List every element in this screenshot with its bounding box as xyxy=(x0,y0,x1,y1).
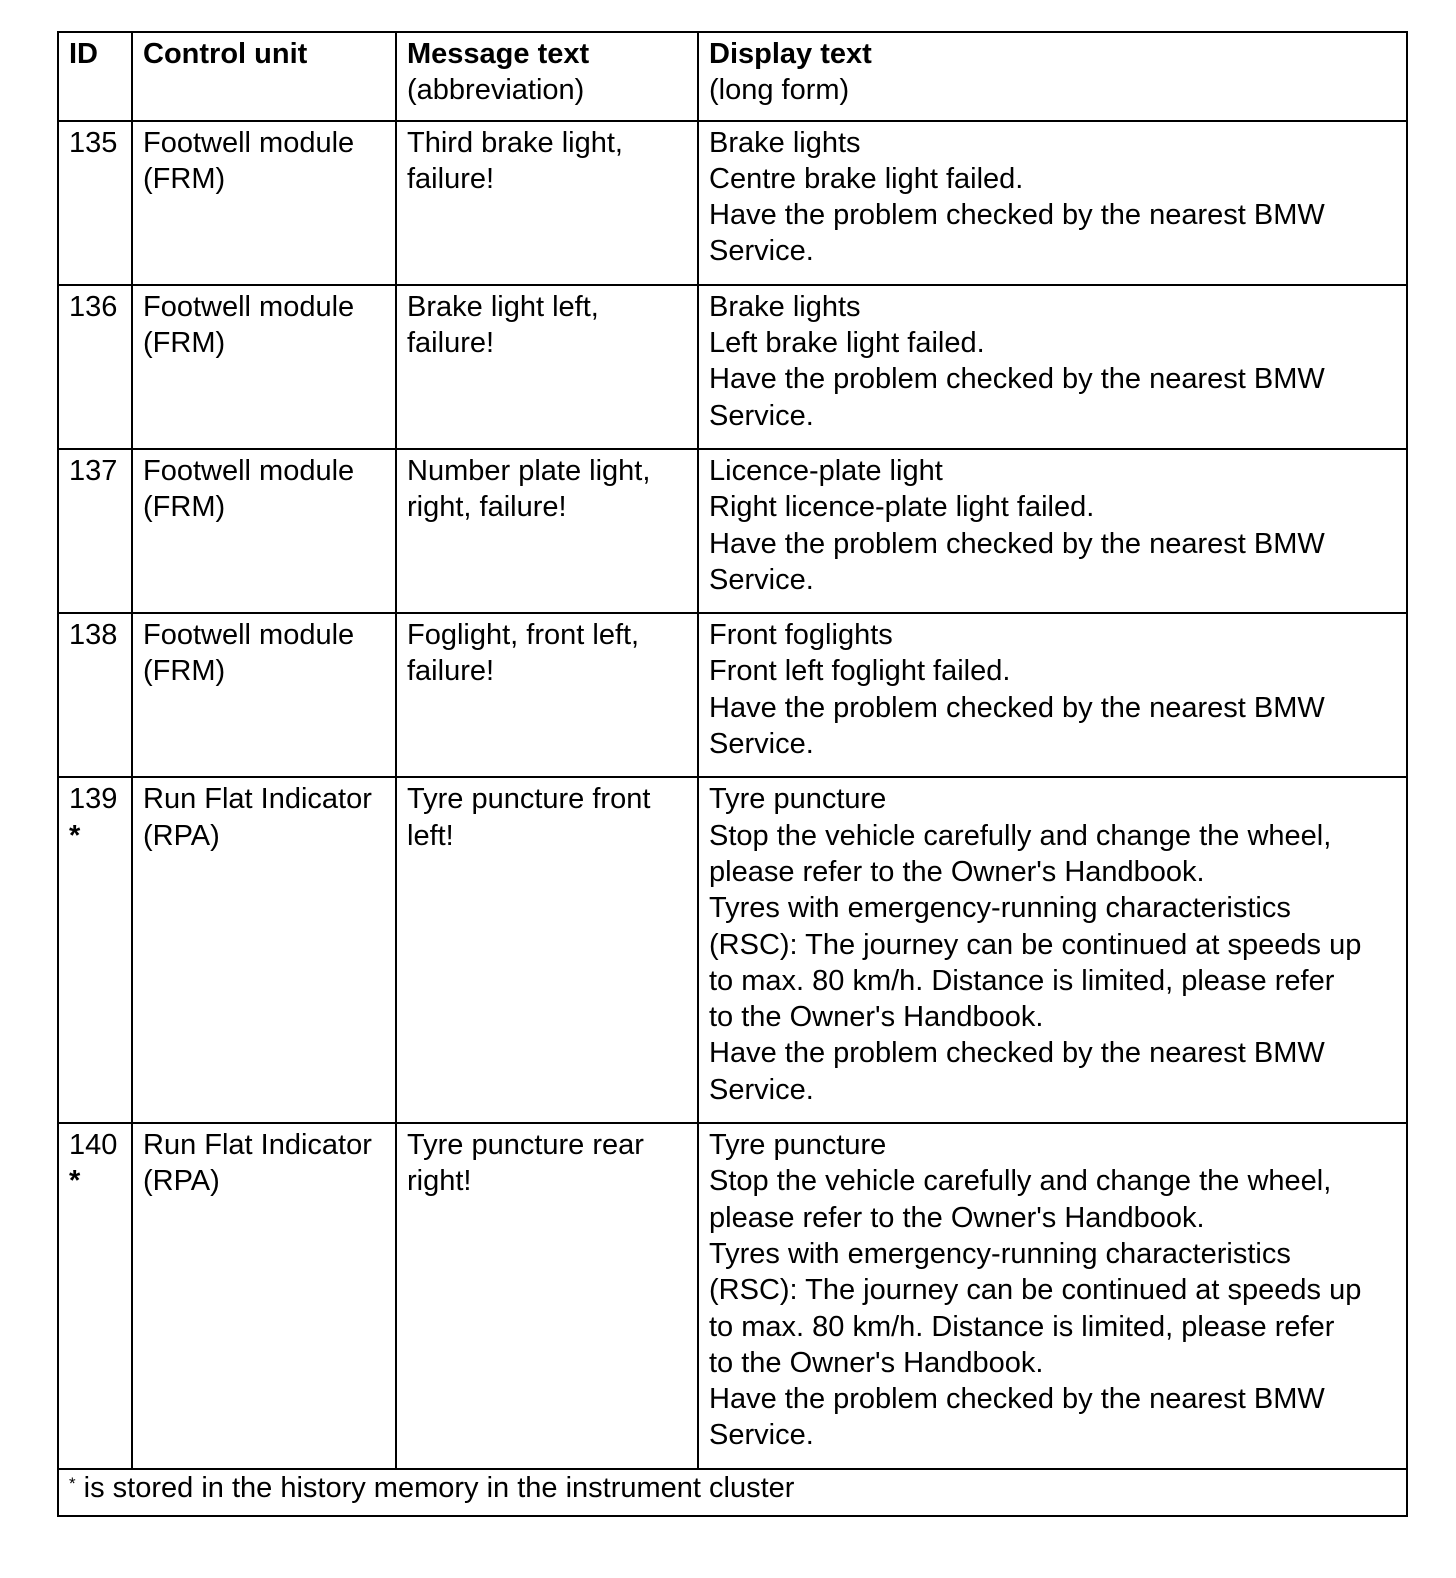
table-row xyxy=(58,449,1407,613)
row-id: 139 xyxy=(69,783,118,816)
cell-control-unit xyxy=(132,285,396,449)
cell-id xyxy=(58,121,132,285)
message-text-line: failure! xyxy=(407,162,495,195)
display-text-line: Have the problem checked by the nearest BMW xyxy=(709,1037,1325,1070)
display-text-line: Tyre puncture xyxy=(709,1129,887,1162)
cell-control-unit xyxy=(132,449,396,613)
table-row xyxy=(58,285,1407,449)
table-row xyxy=(58,613,1407,777)
display-text-line: Service. xyxy=(709,235,814,268)
cell-display-text xyxy=(698,449,1407,613)
control-unit-line: (FRM) xyxy=(143,491,226,524)
display-text-line: to the Owner's Handbook. xyxy=(709,1346,1044,1379)
display-text-line: Right licence-plate light failed. xyxy=(709,491,1095,524)
control-unit-line: (FRM) xyxy=(143,162,226,195)
row-id: 135 xyxy=(69,126,118,159)
table-row xyxy=(58,777,1407,1123)
footnote-mark: * xyxy=(69,1473,76,1493)
display-text-line: to max. 80 km/h. Distance is limited, please refer xyxy=(709,964,1335,997)
footnote-cell xyxy=(58,1469,1407,1516)
cell-control-unit xyxy=(132,613,396,777)
display-text-line: Licence-plate light xyxy=(709,454,943,487)
display-text-line: to max. 80 km/h. Distance is limited, please refer xyxy=(709,1310,1335,1343)
control-unit-line: (FRM) xyxy=(143,327,226,360)
cell-message-text xyxy=(396,285,698,449)
display-text-line: Centre brake light failed. xyxy=(709,162,1024,195)
display-text-line: Have the problem checked by the nearest BMW xyxy=(709,1383,1325,1416)
header-display-text xyxy=(698,32,1407,121)
display-text-line: Have the problem checked by the nearest BMW xyxy=(709,691,1325,724)
cell-display-text xyxy=(698,613,1407,777)
cell-id xyxy=(58,1123,132,1469)
cell-id xyxy=(58,613,132,777)
display-text-line: please refer to the Owner's Handbook. xyxy=(709,1201,1205,1234)
cell-display-text xyxy=(698,777,1407,1123)
cell-message-text xyxy=(396,777,698,1123)
display-text-line: Tyre puncture xyxy=(709,783,887,816)
table-row xyxy=(58,1123,1407,1469)
display-text-line: Service. xyxy=(709,728,814,761)
history-marker: * xyxy=(69,1165,81,1198)
footnote-text: is stored in the history memory in the instrument cluster xyxy=(75,1471,795,1504)
display-text-line: Service. xyxy=(709,563,814,596)
message-text-line: right! xyxy=(407,1165,472,1198)
display-text-line: please refer to the Owner's Handbook. xyxy=(709,855,1205,888)
message-text-line: failure! xyxy=(407,327,495,360)
header-control-unit xyxy=(132,32,396,121)
header-message-text xyxy=(396,32,698,121)
cell-message-text xyxy=(396,1123,698,1469)
display-text-line: Have the problem checked by the nearest BMW xyxy=(709,527,1325,560)
row-id: 140 xyxy=(69,1129,118,1162)
table-row xyxy=(58,121,1407,285)
display-text-line: Left brake light failed. xyxy=(709,327,985,360)
header-id-label: ID xyxy=(69,38,98,70)
message-text-line: failure! xyxy=(407,655,495,688)
cell-message-text xyxy=(396,121,698,285)
message-text-line: left! xyxy=(407,819,454,852)
cell-message-text xyxy=(396,613,698,777)
display-text-line: Tyres with emergency-running characteristics xyxy=(709,892,1291,925)
display-text-line: Brake lights xyxy=(709,126,861,159)
cell-message-text xyxy=(396,449,698,613)
cell-id xyxy=(58,449,132,613)
header-display-text-label: Display text xyxy=(709,38,872,70)
row-id: 138 xyxy=(69,619,118,652)
header-message-text-label: Message text xyxy=(407,38,590,70)
cell-display-text xyxy=(698,285,1407,449)
display-text-line: (RSC): The journey can be continued at speeds up xyxy=(709,1274,1362,1307)
control-unit-line: Footwell module xyxy=(143,126,355,159)
cell-id xyxy=(58,777,132,1123)
header-id xyxy=(58,32,132,121)
cell-id xyxy=(58,285,132,449)
display-text-line: Service. xyxy=(709,399,814,432)
display-text-line: Front foglights xyxy=(709,619,893,652)
message-text-line: Tyre puncture rear xyxy=(407,1129,644,1162)
display-text-line: Have the problem checked by the nearest BMW xyxy=(709,363,1325,396)
header-control-unit-label: Control unit xyxy=(143,38,308,70)
control-unit-line: (RPA) xyxy=(143,1165,220,1198)
history-marker: * xyxy=(69,819,81,852)
control-unit-line: Run Flat Indicator xyxy=(143,1129,372,1162)
display-text-line: Stop the vehicle carefully and change the wheel, xyxy=(709,819,1332,852)
cell-control-unit xyxy=(132,1123,396,1469)
header-display-text-sublabel: (long form) xyxy=(709,74,850,107)
control-unit-line: (FRM) xyxy=(143,655,226,688)
message-text-line: Brake light left, xyxy=(407,290,599,323)
table-body xyxy=(58,121,1407,1469)
control-unit-line: Run Flat Indicator xyxy=(143,783,372,816)
cell-display-text xyxy=(698,121,1407,285)
display-text-line: Service. xyxy=(709,1419,814,1452)
control-unit-line: Footwell module xyxy=(143,454,355,487)
cell-control-unit xyxy=(132,777,396,1123)
display-text-line: to the Owner's Handbook. xyxy=(709,1001,1044,1034)
display-text-line: (RSC): The journey can be continued at speeds up xyxy=(709,928,1362,961)
header-message-text-sublabel: (abbreviation) xyxy=(407,74,585,107)
display-text-line: Brake lights xyxy=(709,290,861,323)
display-text-line: Service. xyxy=(709,1073,814,1106)
control-unit-line: (RPA) xyxy=(143,819,220,852)
control-unit-line: Footwell module xyxy=(143,619,355,652)
cell-control-unit xyxy=(132,121,396,285)
display-text-line: Stop the vehicle carefully and change the wheel, xyxy=(709,1165,1332,1198)
message-text-line: right, failure! xyxy=(407,491,567,524)
message-text-line: Tyre puncture front xyxy=(407,783,651,816)
control-unit-line: Footwell module xyxy=(143,290,355,323)
message-text-line: Number plate light, xyxy=(407,454,651,487)
display-text-line: Have the problem checked by the nearest BMW xyxy=(709,199,1325,232)
message-text-line: Foglight, front left, xyxy=(407,619,640,652)
display-text-line: Tyres with emergency-running characteristics xyxy=(709,1237,1291,1270)
check-control-messages-table xyxy=(57,31,1408,1517)
display-text-line: Front left foglight failed. xyxy=(709,655,1011,688)
cell-display-text xyxy=(698,1123,1407,1469)
row-id: 136 xyxy=(69,290,118,323)
table-header-row xyxy=(58,32,1407,121)
row-id: 137 xyxy=(69,454,118,487)
footnote-row xyxy=(58,1469,1407,1516)
message-text-line: Third brake light, xyxy=(407,126,623,159)
